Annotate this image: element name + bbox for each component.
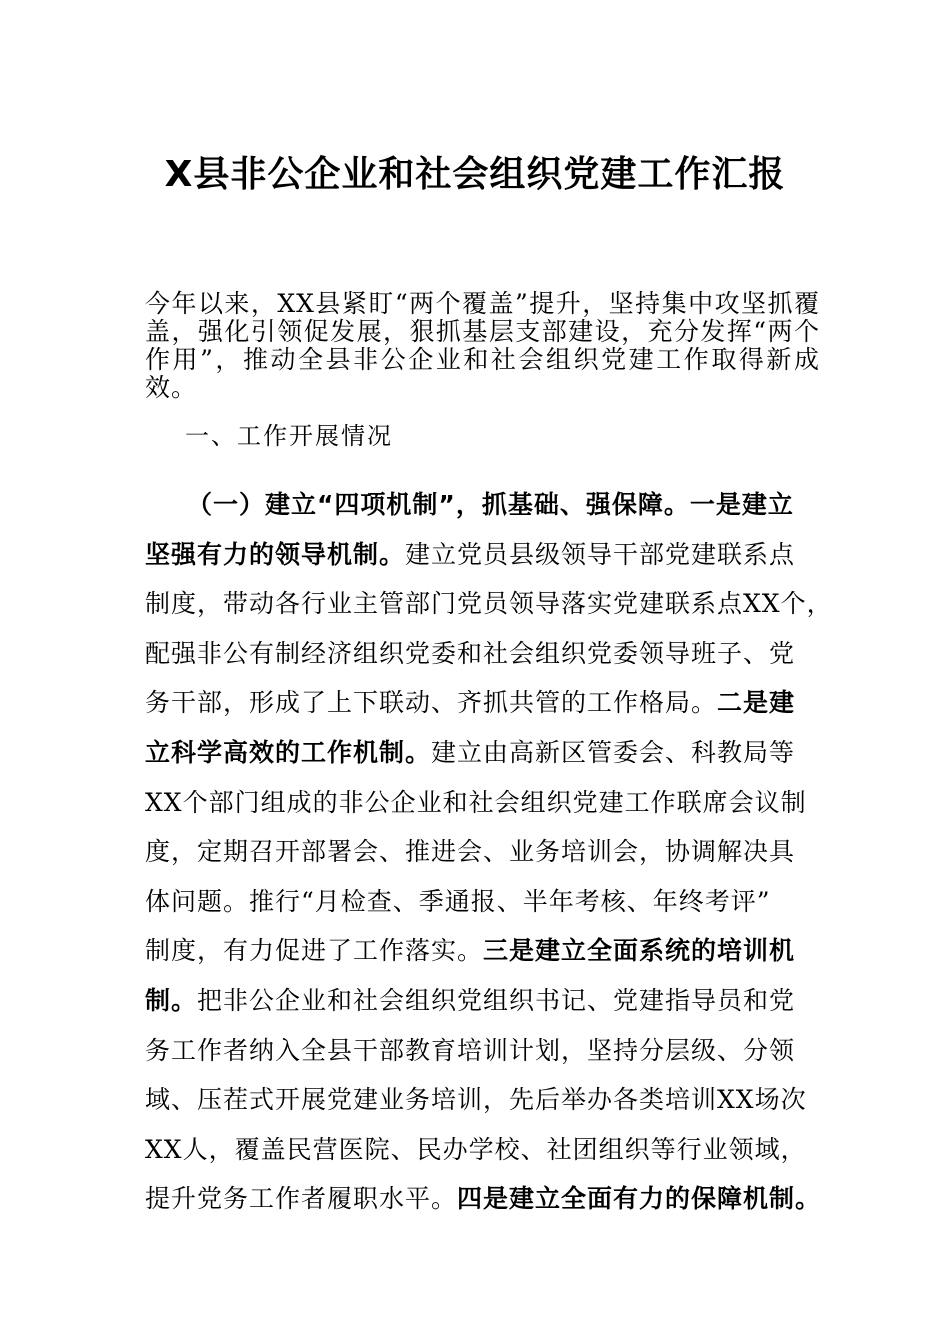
bold-text: 三是建立全面系统的培训机 xyxy=(483,936,796,966)
normal-text: 制度，带动各行业主管部门党员领导落实党建联系点XX个， xyxy=(145,589,833,619)
normal-text: 建立由高新区管委会、科教局等 xyxy=(431,737,796,767)
normal-text: 配强非公有制经济组织党委和社会组织党委领导班子、党 xyxy=(145,638,796,668)
bold-text: 二是建 xyxy=(717,688,796,718)
document-title: X县非公企业和社会组织党建工作汇报 xyxy=(164,154,786,195)
normal-text: 制度，有力促进了工作落实。 xyxy=(145,936,484,966)
paragraph-line xyxy=(145,976,815,1026)
paragraph-line xyxy=(145,827,815,877)
paragraph-line xyxy=(145,1075,815,1125)
normal-text: 域、压茬式开展党建业务培训，先后举办各类培训XX场次 xyxy=(145,1085,807,1115)
paragraph-line xyxy=(145,629,815,679)
normal-text: XX人，覆盖民营医院、民办学校、社团组织等行业领域， xyxy=(145,1134,807,1164)
paragraph-line xyxy=(145,1026,815,1076)
bold-text: 立科学高效的工作机制。 xyxy=(145,737,432,767)
normal-text: XX个部门组成的非公企业和社会组织党建工作联席会议制 xyxy=(145,787,807,817)
paragraph-line xyxy=(145,530,815,580)
paragraph-line xyxy=(145,678,815,728)
paragraph-line xyxy=(145,926,815,976)
paragraph-line xyxy=(145,1125,815,1175)
paragraph-line xyxy=(145,877,815,927)
paragraph-line xyxy=(145,778,815,828)
paragraph-line xyxy=(145,1174,822,1224)
bold-text: 坚强有力的领导机制。 xyxy=(145,539,406,569)
normal-text: 务工作者纳入全县干部教育培训计划，坚持分层级、分领 xyxy=(145,1035,796,1065)
normal-text: 建立党员县级领导干部党建联系点 xyxy=(405,539,796,569)
body-paragraph xyxy=(145,480,833,1224)
normal-text: 把非公企业和社会组织党组织书记、党建指导员和党 xyxy=(197,985,796,1015)
bold-text: 四是建立全面有力的保障机制。 xyxy=(457,1184,822,1214)
intro-paragraph: 今年以来，XX县紧盯“两个覆盖”提升，坚持集中攻坚抓覆盖，强化引领促发展，狠抓基层支部建设，充分发挥“两个作用”，推动全县非公企业和社会组织党建工作取得新成效。 xyxy=(145,289,820,402)
paragraph-line xyxy=(145,480,815,530)
normal-text: 提升党务工作者履职水平。 xyxy=(145,1184,458,1214)
section-heading: 一、工作开展情况 xyxy=(185,422,393,450)
normal-text: 度，定期召开部署会、推进会、业务培训会，协调解决具 xyxy=(145,837,796,867)
paragraph-line xyxy=(145,579,833,629)
normal-text: 体问题。推行“月检查、季通报、半年考核、年终考评” xyxy=(145,886,771,916)
bold-text: （一）建立“四项机制”，抓基础、强保障。一是建立 xyxy=(187,490,794,519)
normal-text: 务干部，形成了上下联动、齐抓共管的工作格局。 xyxy=(145,688,718,718)
paragraph-line xyxy=(145,728,815,778)
bold-text: 制。 xyxy=(145,985,198,1015)
